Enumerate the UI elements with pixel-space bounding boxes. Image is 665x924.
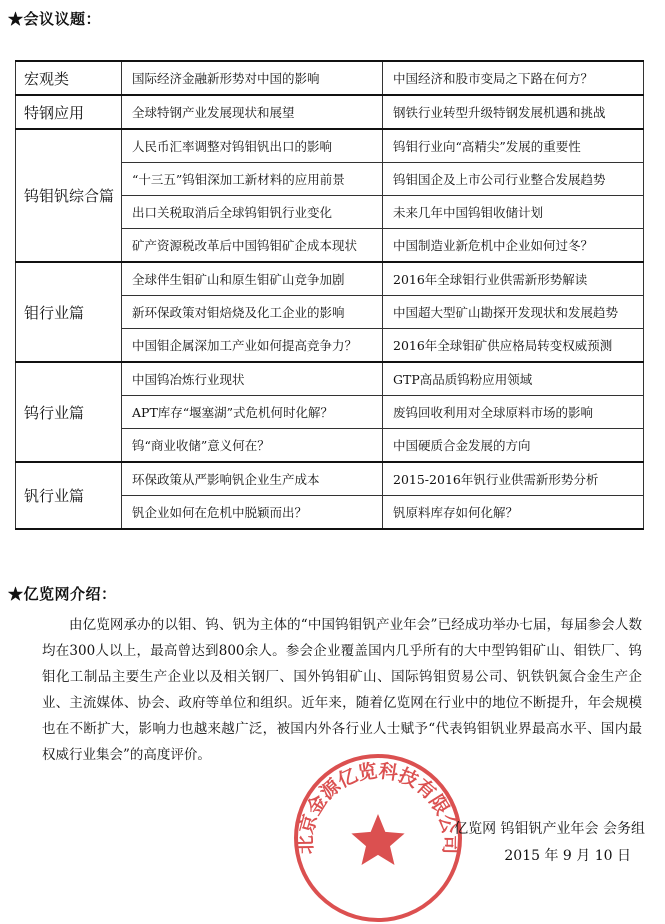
topic-row — [16, 129, 644, 163]
topic-cell-right: 未来几年中国钨钼收储计划 — [383, 196, 644, 229]
organizer-signature: 亿览网 钨钼钒产业年会 会务组 — [454, 821, 645, 837]
topic-cell-left: 国际经济金融新形势对中国的影响 — [122, 61, 383, 95]
category-cell: 钨行业篇 — [16, 362, 122, 462]
topic-cell-right: 钨钼行业向“高精尖”发展的重要性 — [383, 129, 644, 163]
seal-graphic — [295, 756, 462, 920]
topic-cell-left: 钒企业如何在危机中脱颖而出？ — [122, 496, 383, 530]
topic-cell-left: 全球特钢产业发展现状和展望 — [122, 95, 383, 129]
topic-cell-left: 全球伴生钼矿山和原生钼矿山竞争加剧 — [122, 262, 383, 296]
category-cell: 特钢应用 — [16, 95, 122, 129]
intro-text: 由亿览网承办的以钼、钨、钒为主体的“中国钨钼钒产业年会”已经成功举办七届，每届参会人数均在300人以上，最高曾达到800余人。参会企业覆盖国内几乎所有的大中型钨钼矿山、钼铁厂、钨钼化工制品主要生产企业以及相关钢厂、国外钨钼矿山、国际钨钼贸易公司、钒铁钒氮合金生产企业、主流媒体、协会、政府等单位和组织。近年来，随着亿览网在行业中的地位不断提升，年会规模也在不断扩大，影响力也越来越广泛，被国内外各行业人士赋予“代表钨钼钒业界最高水平、国内最权威行业集会”的高度评价。 — [42, 617, 642, 763]
topic-row — [16, 462, 644, 496]
topic-cell-right: 2015-2016年钒行业供需新形势分析 — [383, 462, 644, 496]
topic-cell-left: 矿产资源税改革后中国钨钼矿企成本现状 — [122, 229, 383, 263]
topic-cell-left: 出口关税取消后全球钨钼钒行业变化 — [122, 196, 383, 229]
topics-heading: ★会议议题： — [8, 10, 102, 28]
signature-date: 2015 年 9 月 10 日 — [504, 848, 631, 864]
topic-cell-right: 废钨回收利用对全球原料市场的影响 — [383, 396, 644, 429]
category-cell: 宏观类 — [16, 61, 122, 95]
topic-cell-left: 钨“商业收储”意义何在？ — [122, 429, 383, 463]
topic-row — [16, 61, 644, 95]
category-cell: 钼行业篇 — [16, 262, 122, 362]
topic-cell-left: 中国钼企属深加工产业如何提高竞争力？ — [122, 329, 383, 363]
topic-cell-left: 环保政策从严影响钒企业生产成本 — [122, 462, 383, 496]
company-seal — [292, 752, 464, 924]
topic-cell-right: 2016年全球钼矿供应格局转变权威预测 — [383, 329, 644, 363]
topic-cell-left: “十三五”钨钼深加工新材料的应用前景 — [122, 163, 383, 196]
category-cell: 钨钼钒综合篇 — [16, 129, 122, 262]
topic-row — [16, 95, 644, 129]
topic-cell-right: 钨钼国企及上市公司行业整合发展趋势 — [383, 163, 644, 196]
topic-cell-right: 中国超大型矿山勘探开发现状和发展趋势 — [383, 296, 644, 329]
topic-cell-left: 新环保政策对钼焙烧及化工企业的影响 — [122, 296, 383, 329]
intro-heading: ★亿览网介绍： — [8, 585, 117, 603]
topic-cell-left: 中国钨冶炼行业现状 — [122, 362, 383, 396]
topic-row — [16, 262, 644, 296]
intro-paragraph — [42, 612, 642, 768]
seal-text: 北京金源亿览科技有限公司 — [294, 760, 462, 855]
topic-cell-right: 钢铁行业转型升级特钢发展机遇和挑战 — [383, 95, 644, 129]
topic-cell-left: 人民币汇率调整对钨钼钒出口的影响 — [122, 129, 383, 163]
topic-cell-right: 中国硬质合金发展的方向 — [383, 429, 644, 463]
topic-cell-right: 钒原料库存如何化解？ — [383, 496, 644, 530]
topic-cell-right: 2016年全球钼行业供需新形势解读 — [383, 262, 644, 296]
topic-cell-right: 中国经济和股市变局之下路在何方？ — [383, 61, 644, 95]
category-cell: 钒行业篇 — [16, 462, 122, 529]
topic-row — [16, 362, 644, 396]
topics-table — [15, 60, 644, 530]
topic-cell-right: GTP高品质钨粉应用领域 — [383, 362, 644, 396]
topic-cell-left: APT库存“堰塞湖”式危机何时化解？ — [122, 396, 383, 429]
topic-cell-right: 中国制造业新危机中企业如何过冬？ — [383, 229, 644, 263]
